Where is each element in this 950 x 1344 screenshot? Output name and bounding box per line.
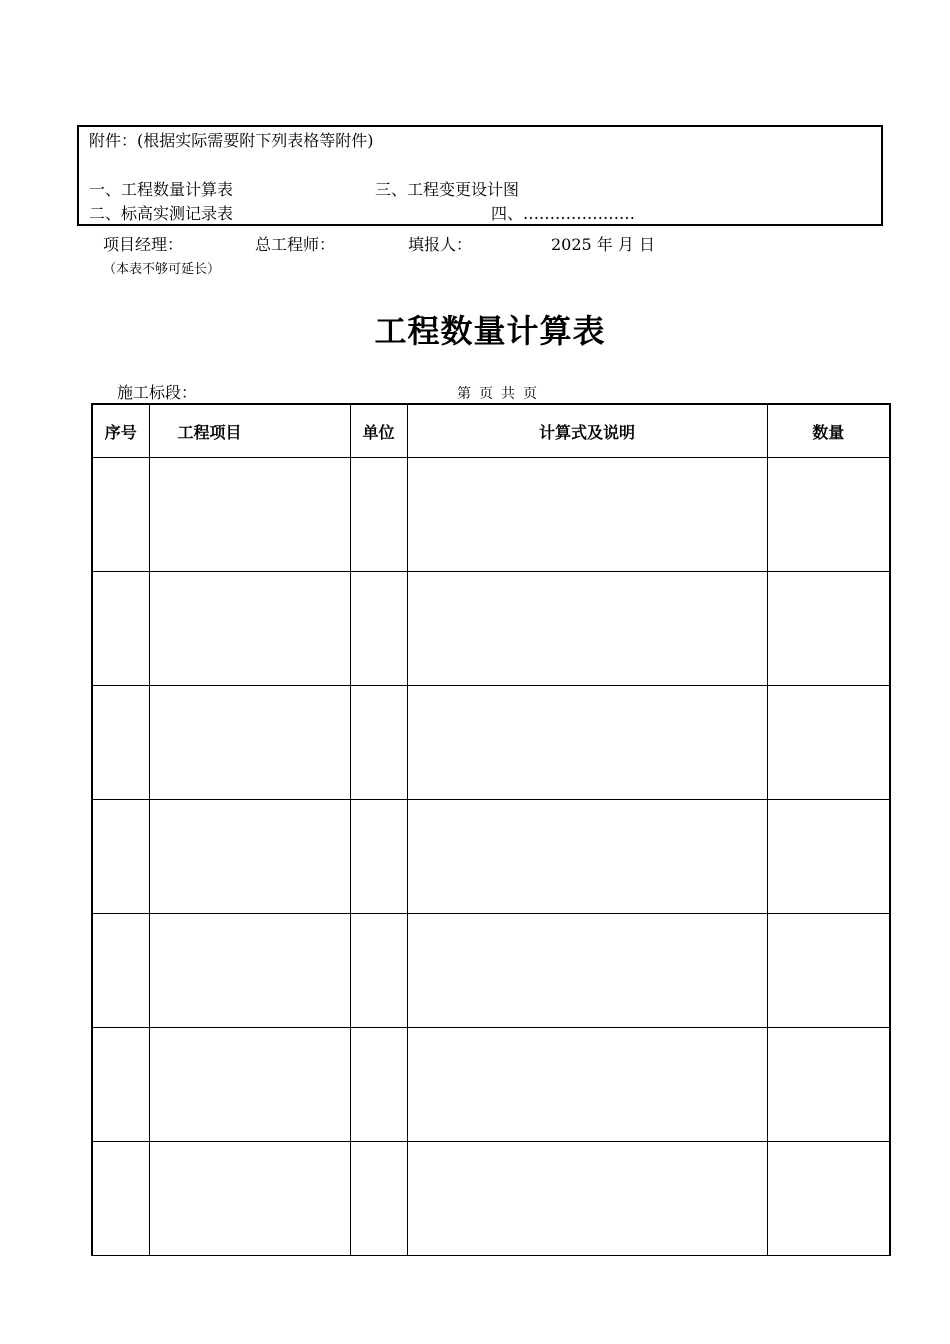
table-row — [92, 1028, 890, 1142]
cell-index[interactable] — [92, 1028, 149, 1142]
cell-index[interactable] — [92, 572, 149, 686]
table-row — [92, 686, 890, 800]
project-manager-label: 项目经理： — [103, 235, 184, 254]
cell-formula[interactable] — [407, 686, 767, 800]
extend-note: （本表不够可延长） — [103, 262, 221, 277]
attachments-header: 附件：(根据实际需要附下列表格等附件) — [89, 131, 374, 150]
cell-formula[interactable] — [407, 1028, 767, 1142]
column-header-item: 工程项目 — [149, 404, 350, 458]
date-label: 2025 年 月 日 — [551, 235, 655, 254]
cell-unit[interactable] — [350, 914, 407, 1028]
column-header-index: 序号 — [92, 404, 149, 458]
cell-unit[interactable] — [350, 800, 407, 914]
cell-index[interactable] — [92, 458, 149, 572]
form-title: 工程数量计算表 — [374, 312, 606, 350]
cell-quantity[interactable] — [767, 914, 890, 1028]
column-header-unit: 单位 — [350, 404, 407, 458]
cell-item[interactable] — [149, 1028, 350, 1142]
attachments-box — [77, 125, 883, 226]
attachment-item-2: 二、标高实测记录表 — [89, 204, 234, 223]
cell-quantity[interactable] — [767, 686, 890, 800]
cell-index[interactable] — [92, 800, 149, 914]
cell-index[interactable] — [92, 1142, 149, 1256]
cell-quantity[interactable] — [767, 1028, 890, 1142]
column-header-quantity: 数量 — [767, 404, 890, 458]
cell-item[interactable] — [149, 458, 350, 572]
table-row — [92, 572, 890, 686]
cell-quantity[interactable] — [767, 572, 890, 686]
cell-unit[interactable] — [350, 686, 407, 800]
cell-formula[interactable] — [407, 914, 767, 1028]
cell-unit[interactable] — [350, 572, 407, 686]
cell-unit[interactable] — [350, 1028, 407, 1142]
cell-quantity[interactable] — [767, 800, 890, 914]
page-info: 第页共页 — [457, 386, 545, 402]
cell-quantity[interactable] — [767, 1142, 890, 1256]
cell-formula[interactable] — [407, 1142, 767, 1256]
table-row — [92, 914, 890, 1028]
table-row — [92, 1142, 890, 1256]
table-row — [92, 800, 890, 914]
attachment-item-1: 一、工程数量计算表 — [89, 180, 234, 199]
chief-engineer-label: 总工程师： — [255, 235, 336, 254]
section-label: 施工标段： — [117, 383, 198, 402]
cell-item[interactable] — [149, 914, 350, 1028]
cell-unit[interactable] — [350, 458, 407, 572]
table-header-row — [92, 404, 890, 458]
filler-label: 填报人： — [408, 235, 473, 254]
column-header-formula: 计算式及说明 — [407, 404, 767, 458]
cell-item[interactable] — [149, 686, 350, 800]
table-row — [92, 458, 890, 572]
quantity-calculation-table — [91, 403, 891, 1256]
cell-item[interactable] — [149, 800, 350, 914]
cell-index[interactable] — [92, 686, 149, 800]
cell-formula[interactable] — [407, 458, 767, 572]
cell-unit[interactable] — [350, 1142, 407, 1256]
attachment-item-4: 四、………………… — [491, 204, 636, 223]
cell-quantity[interactable] — [767, 458, 890, 572]
attachment-item-3: 三、工程变更设计图 — [375, 180, 520, 199]
cell-formula[interactable] — [407, 800, 767, 914]
cell-item[interactable] — [149, 572, 350, 686]
cell-index[interactable] — [92, 914, 149, 1028]
cell-formula[interactable] — [407, 572, 767, 686]
cell-item[interactable] — [149, 1142, 350, 1256]
